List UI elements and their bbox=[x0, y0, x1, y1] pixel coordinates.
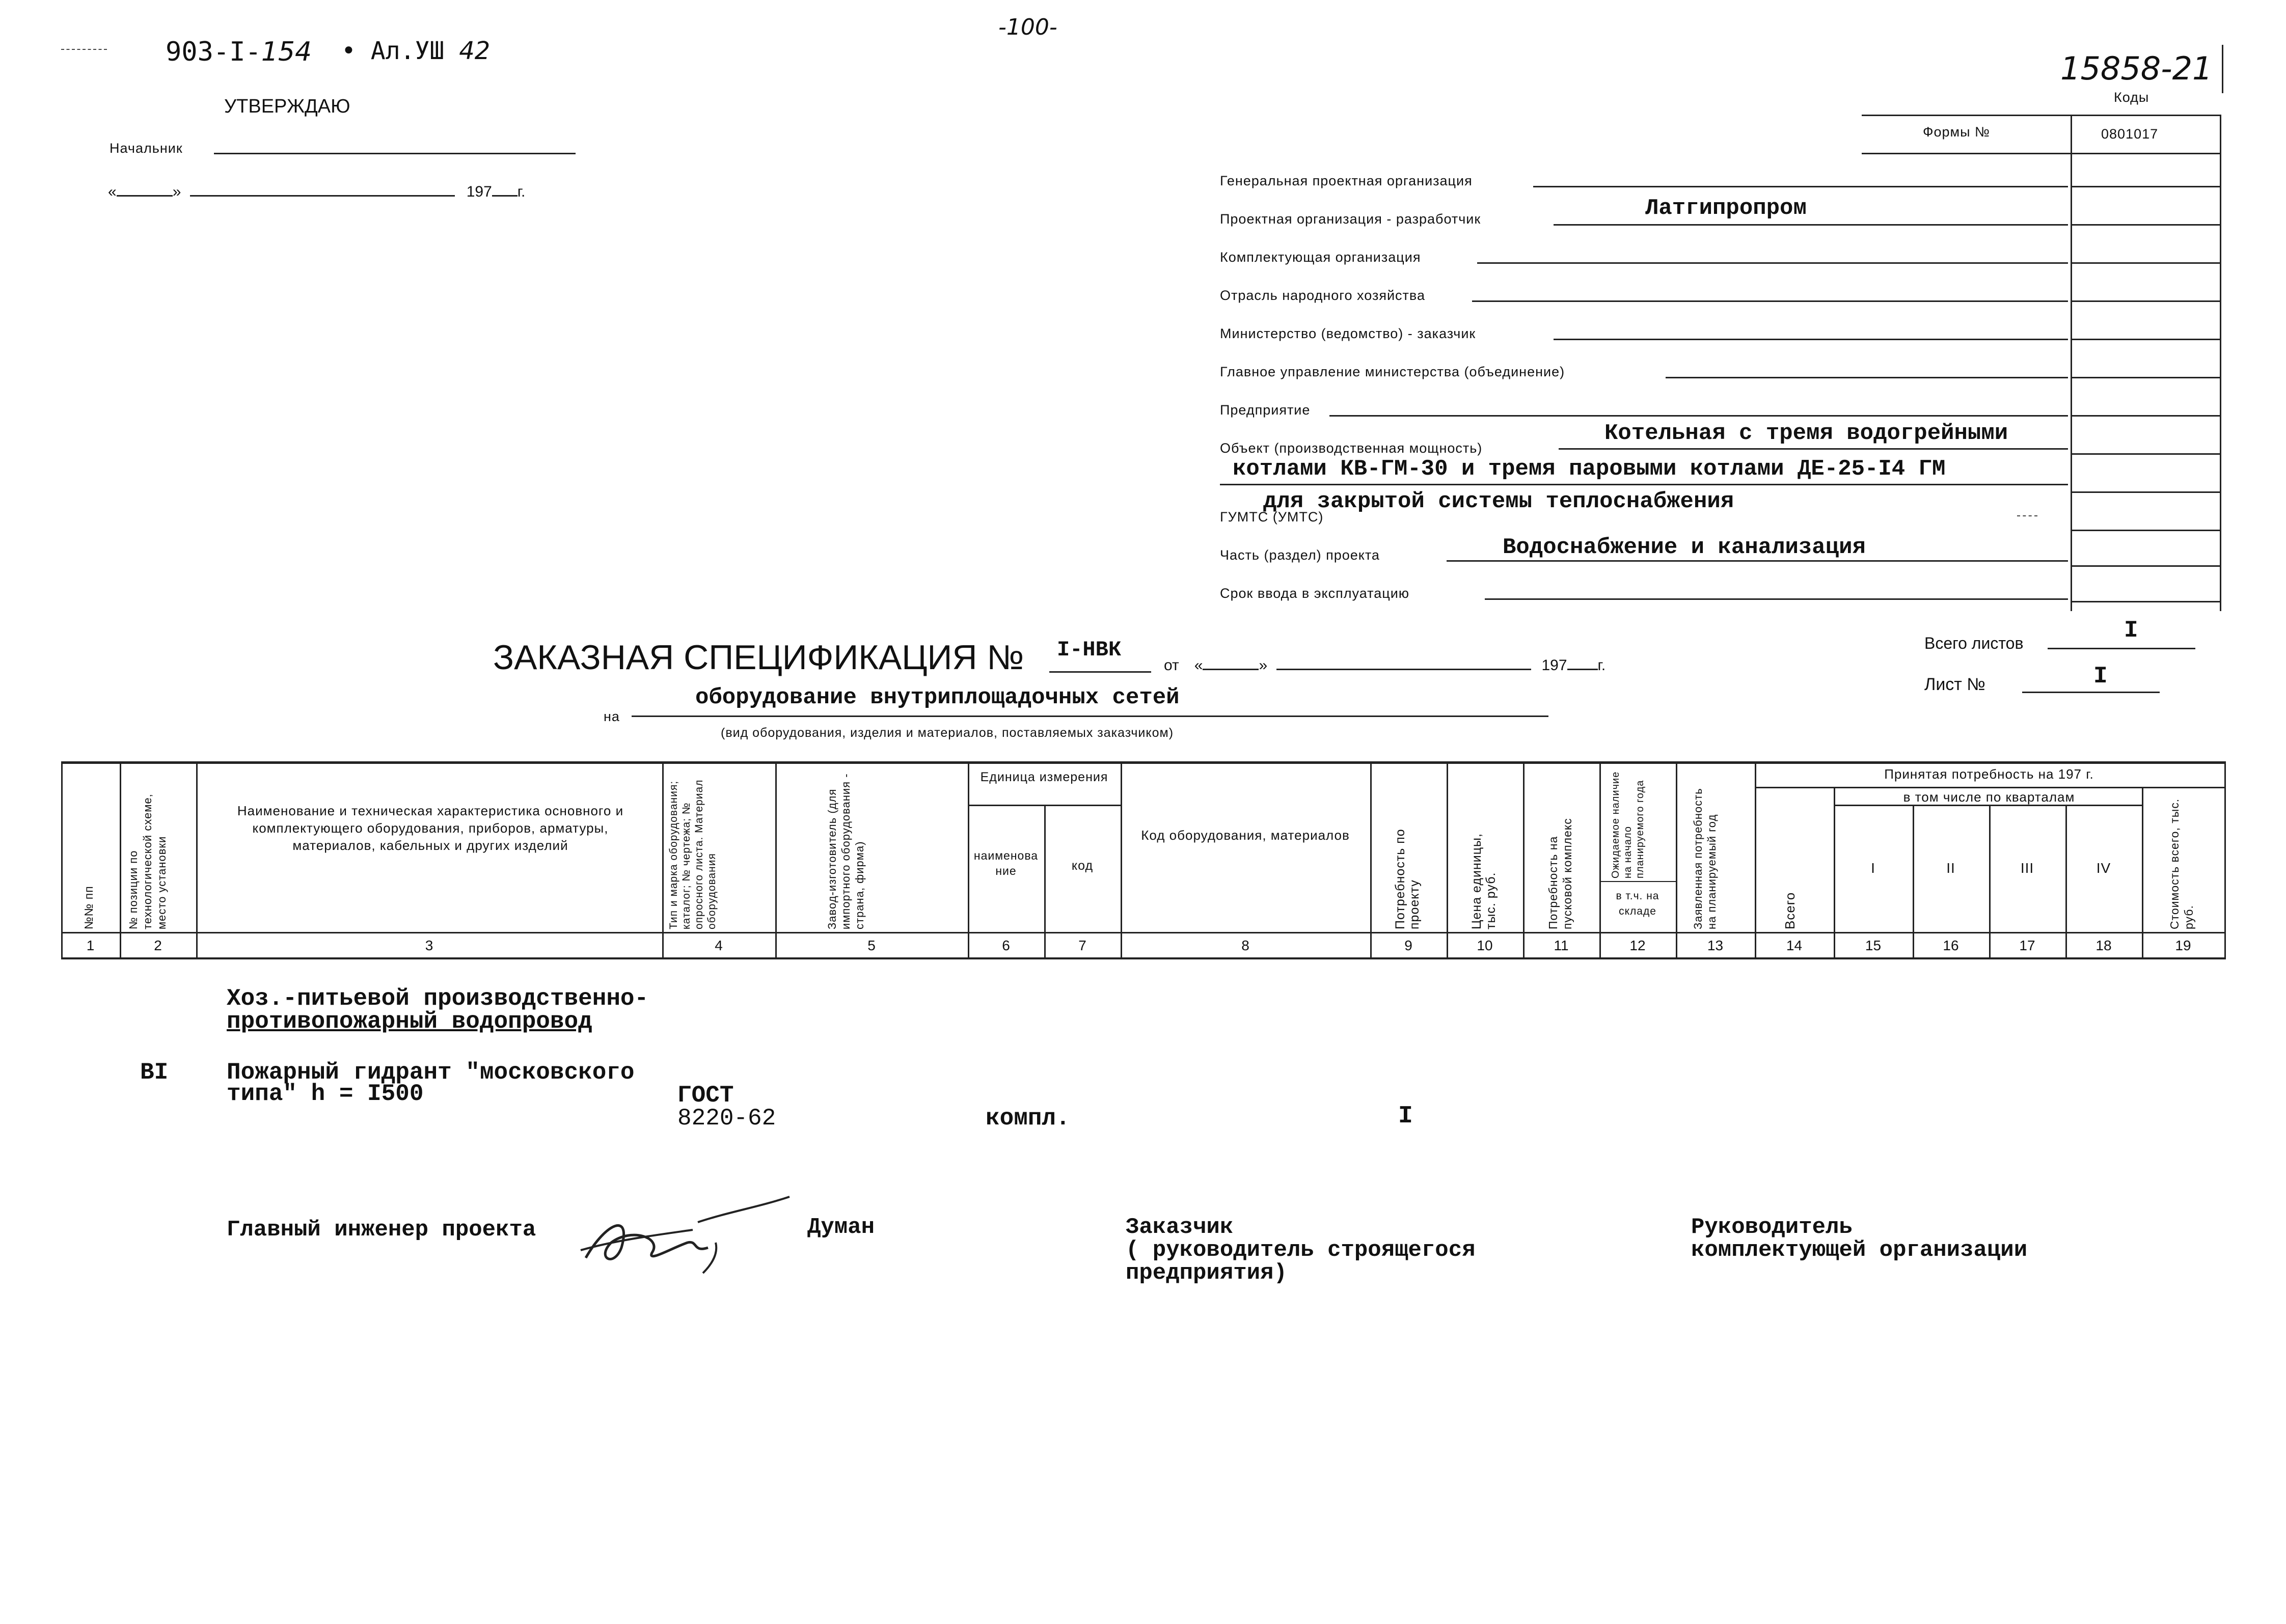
header-col13: Заявленная потребность на планируемый год bbox=[1692, 788, 1718, 929]
header-col12b: в т.ч. на складе bbox=[1616, 890, 1659, 917]
commissioning-label: Срок ввода в эксплуатацию bbox=[1220, 586, 1410, 601]
item-name-line2: типа" h = I500 bbox=[227, 1081, 424, 1107]
approval-date: « » 197 г. bbox=[108, 183, 526, 200]
item-unit: компл. bbox=[986, 1105, 1070, 1132]
header-accepted-group: Принятая потребность на 197 г. bbox=[1884, 766, 2094, 782]
supplier-label-line1: Руководитель bbox=[1691, 1215, 1853, 1240]
section-title-line1: Хоз.-питьевой производственно- bbox=[227, 985, 649, 1012]
header-col19: Стоимость всего, тыс. руб. bbox=[2168, 798, 2195, 929]
chief-signature-line bbox=[214, 153, 576, 154]
spec-table bbox=[61, 761, 2226, 960]
item-position: BI bbox=[140, 1059, 169, 1086]
header-col4: Тип и марка оборудования; каталог; № чертежа; № опросного листа. Материал оборудования bbox=[668, 779, 718, 929]
column-number: 2 bbox=[154, 938, 162, 953]
column-number: 9 bbox=[1404, 938, 1412, 953]
org-industry-label: Отрасль народного хозяйства bbox=[1220, 288, 1425, 303]
album-number: • Ал.УШ 42 bbox=[341, 37, 491, 65]
column-number: 10 bbox=[1477, 938, 1493, 953]
column-number: 14 bbox=[1786, 938, 1803, 953]
customer-label-line3: предприятия) bbox=[1126, 1260, 1287, 1286]
column-number: 8 bbox=[1241, 938, 1249, 953]
header-col11: Потребность на пусковой комплекс bbox=[1546, 818, 1574, 929]
column-number: 4 bbox=[715, 938, 723, 953]
total-sheets-label: Всего листов bbox=[1924, 634, 2024, 652]
spec-number: I-НВК bbox=[1057, 638, 1122, 662]
org-ministry-label: Министерство (ведомство) - заказчик bbox=[1220, 326, 1476, 341]
column-number: 1 bbox=[86, 938, 95, 953]
codes-title: Коды bbox=[2114, 90, 2149, 105]
sheet-label: Лист № bbox=[1924, 675, 1985, 694]
column-number: 5 bbox=[867, 938, 876, 953]
page-number: -100- bbox=[998, 14, 1057, 40]
org-developer-value: Латгипропром bbox=[1645, 196, 1807, 221]
header-col10: Цена единицы, тыс. руб. bbox=[1469, 833, 1498, 929]
header-col15: I bbox=[1871, 861, 1875, 876]
part-value: Водоснабжение и канализация bbox=[1503, 535, 1866, 560]
supplier-label-line2: комплектующей организации bbox=[1691, 1237, 2028, 1263]
object-label: Объект (производственная мощность) bbox=[1220, 441, 1483, 456]
header-col6: наименование bbox=[973, 849, 1039, 877]
column-number: 15 bbox=[1865, 938, 1882, 953]
header-col1: №№ пп bbox=[82, 886, 95, 929]
header-col2: № позиции по технологической схеме, место установки bbox=[127, 793, 168, 929]
header-col3: Наименование и техническая характеристика основного и комплектующего оборудования, приборов, арматуры, материалов, кабельных и других изделий bbox=[237, 803, 624, 853]
form-label: Формы № bbox=[1923, 124, 1990, 140]
customer-label-line2: ( руководитель строящегося bbox=[1126, 1237, 1476, 1263]
spec-date: от « » 197 г. bbox=[1164, 657, 1606, 674]
header-col9: Потребность по проекту bbox=[1393, 829, 1422, 929]
spec-subject-caption: (вид оборудования, изделия и материалов, поставляемых заказчиком) bbox=[721, 726, 1174, 740]
org-developer-label: Проектная организация - разработчик bbox=[1220, 211, 1481, 227]
item-type-line1: ГОСТ bbox=[677, 1082, 734, 1109]
header-unit-group: Единица измерения bbox=[980, 770, 1108, 784]
doc-code: 903-I-154 bbox=[166, 37, 312, 67]
form-code: 0801017 bbox=[2101, 126, 2159, 142]
header-col17: III bbox=[2020, 861, 2034, 876]
object-value-line2: котлами КВ-ГМ-30 и тремя паровыми котлами ДЕ-25-I4 ГМ bbox=[1233, 456, 1946, 482]
column-number: 6 bbox=[1002, 938, 1010, 953]
column-number: 13 bbox=[1707, 938, 1724, 953]
column-number: 18 bbox=[2096, 938, 2112, 953]
org-main-directorate-label: Главное управление министерства (объединение) bbox=[1220, 364, 1565, 379]
codes-column-right bbox=[2220, 115, 2221, 611]
header-col7: код bbox=[1071, 859, 1094, 873]
inventory-number: 15858-21 bbox=[2060, 50, 2213, 87]
section-title-line2: противопожарный водопровод bbox=[227, 1008, 592, 1035]
gumts-label: ГУМТС (УМТС) bbox=[1220, 509, 1324, 525]
header-quarters-group: в том числе по кварталам bbox=[1903, 789, 2075, 805]
org-general-label: Генеральная проектная организация bbox=[1220, 173, 1473, 188]
total-sheets-value: I bbox=[2124, 617, 2138, 644]
column-number: 12 bbox=[1629, 938, 1646, 953]
chief-label: Начальник bbox=[110, 141, 183, 156]
header-col5: Завод-изготовитель (для импортного оборудования - страна, фирма) bbox=[826, 773, 866, 929]
column-number: 11 bbox=[1554, 938, 1569, 953]
column-number: 3 bbox=[425, 938, 433, 953]
chief-engineer-signature bbox=[576, 1192, 800, 1278]
customer-label-line1: Заказчик bbox=[1126, 1215, 1234, 1240]
header-col14: Всего bbox=[1782, 892, 1798, 929]
header-col12: Ожидаемое наличие на начало планируемого года bbox=[1610, 771, 1646, 878]
column-number: 7 bbox=[1078, 938, 1086, 953]
column-number: 16 bbox=[1943, 938, 1959, 953]
header-col16: II bbox=[1946, 861, 1955, 876]
codes-column-left bbox=[2071, 115, 2072, 611]
item-type-line2: 8220-62 bbox=[677, 1105, 776, 1132]
header-col18: IV bbox=[2096, 861, 2111, 876]
header-col8: Код оборудования, материалов bbox=[1141, 828, 1350, 843]
spec-title: ЗАКАЗНАЯ СПЕЦИФИКАЦИЯ № bbox=[493, 638, 1024, 677]
org-supplier-label: Комплектующая организация bbox=[1220, 250, 1421, 265]
object-value-line3: для закрытой системы теплоснабжения bbox=[1263, 489, 1734, 514]
object-value-line1: Котельная с тремя водогрейными bbox=[1604, 421, 2008, 446]
column-number: 17 bbox=[2019, 938, 2035, 953]
item-name-line1: Пожарный гидрант "московского bbox=[227, 1059, 635, 1086]
chief-engineer-name: Думан bbox=[807, 1215, 875, 1240]
column-number: 19 bbox=[2175, 938, 2191, 953]
approve-label: УТВЕРЖДАЮ bbox=[224, 96, 350, 117]
spec-on-label: на bbox=[604, 709, 620, 724]
org-enterprise-label: Предприятие bbox=[1220, 402, 1311, 418]
part-label: Часть (раздел) проекта bbox=[1220, 547, 1380, 563]
item-quantity: I bbox=[1398, 1103, 1413, 1130]
sheet-value: I bbox=[2093, 663, 2108, 690]
spec-subject: оборудование внутриплощадочных сетей bbox=[695, 685, 1180, 710]
chief-engineer-label: Главный инженер проекта bbox=[227, 1217, 536, 1243]
